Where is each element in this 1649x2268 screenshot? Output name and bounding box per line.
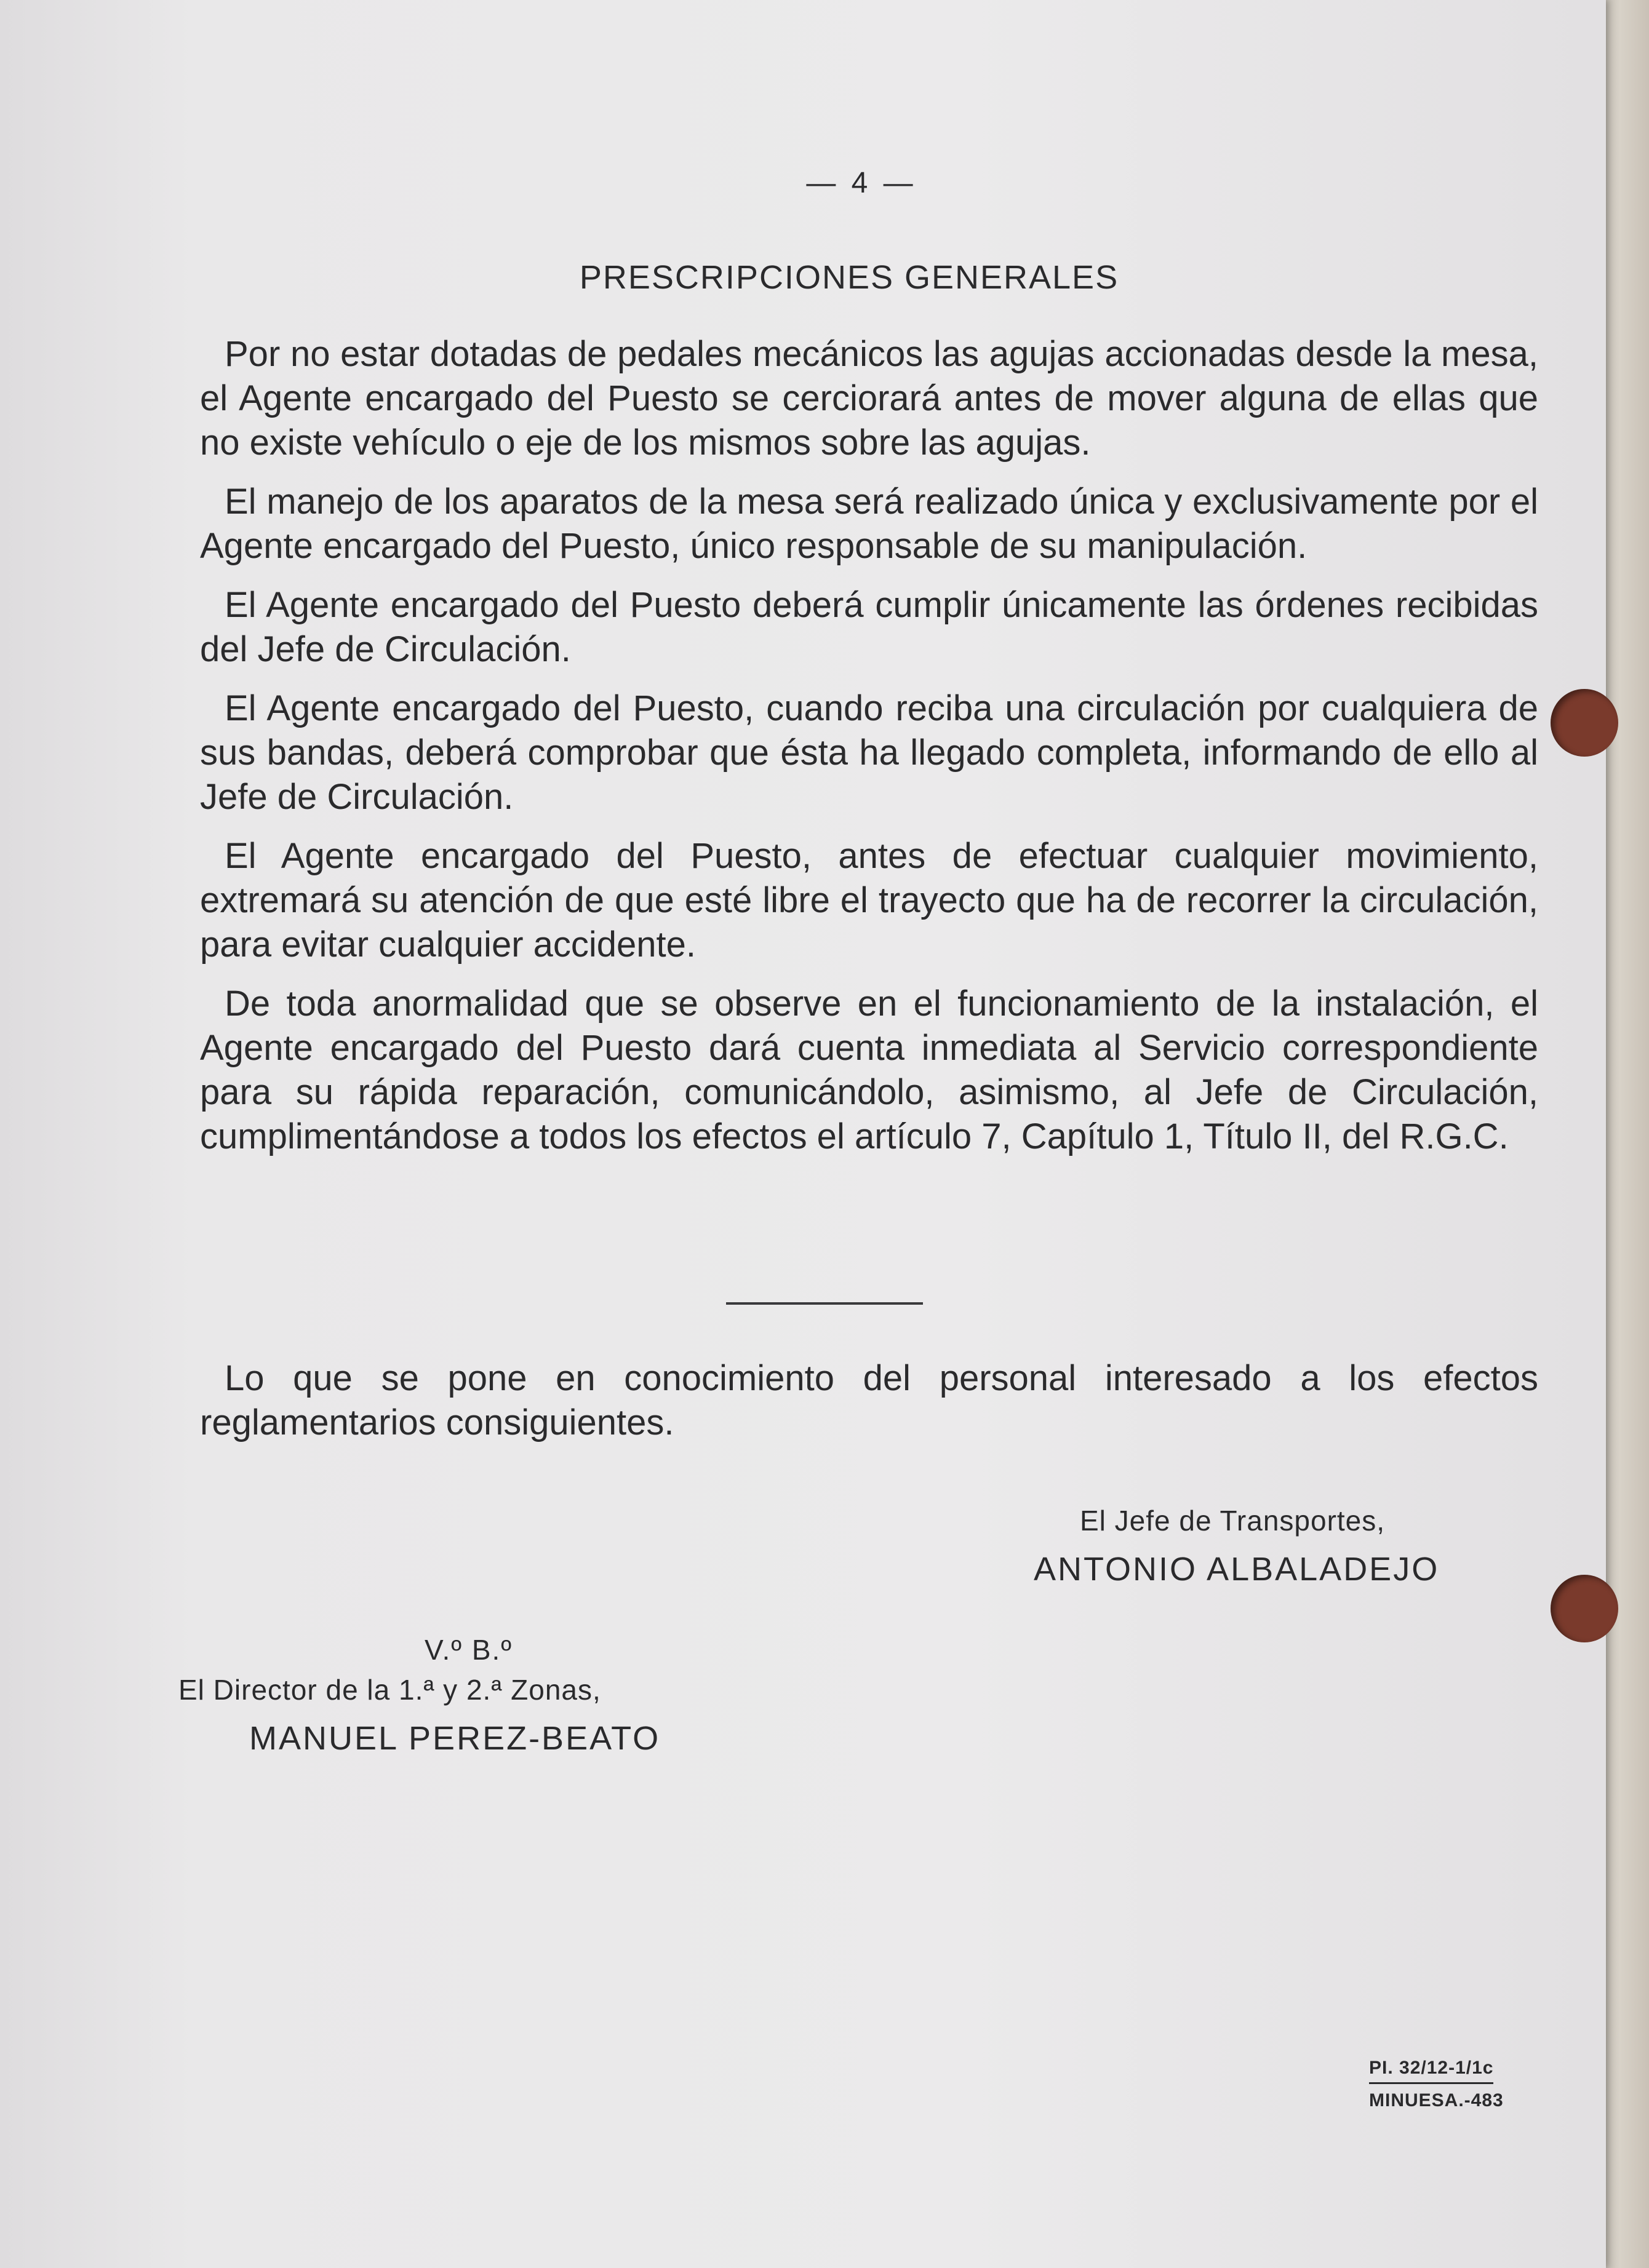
reference-org: MINUESA.-483 — [1369, 2090, 1504, 2111]
director-role: El Director de la 1.ª y 2.ª Zonas, — [178, 1674, 601, 1706]
paragraph: El Agente encargado del Puesto, cuando reciba una circulación por cualquiera de sus bandas, deberá comprobar que ésta ha llegado completa, informando de ello al Jefe de Circulación. — [200, 688, 1538, 817]
paragraph: De toda anormalidad que se observe en el funcionamiento de la instalación, el Agente encargado del Puesto dará cuenta inmediata al Servicio correspondiente para su rápida reparación, comunicándolo, asimismo, al Jefe de Circulación, cumplimentándose a todos los efectos el artículo 7, Capítulo 1, Título II, del R.G.C. — [200, 984, 1538, 1156]
page-number: — 4 — — [806, 167, 917, 199]
closing-statement — [200, 1356, 1538, 1445]
backdrop-edge — [1600, 0, 1649, 2268]
section-divider — [726, 1302, 923, 1305]
paragraph: El Agente encargado del Puesto deberá cumplir únicamente las órdenes recibidas del Jefe de Circulación. — [200, 585, 1538, 669]
punch-hole — [1551, 1575, 1618, 1642]
approval-mark: V.º B.º — [425, 1634, 513, 1666]
director-name: MANUEL PEREZ-BEATO — [249, 1720, 661, 1757]
punch-hole — [1551, 689, 1618, 757]
signer-name: ANTONIO ALBALADEJO — [1034, 1551, 1440, 1588]
body-text — [200, 332, 1538, 1174]
section-heading: PRESCRIPCIONES GENERALES — [579, 259, 1119, 296]
reference-code: PI. 32/12-1/1c — [1369, 2058, 1493, 2084]
paragraph: El Agente encargado del Puesto, antes de efectuar cualquier movimiento, extremará su atención de que esté libre el trayecto que ha de recorrer la circulación, para evitar cualquier accidente. — [200, 836, 1538, 965]
paragraph: El manejo de los aparatos de la mesa será realizado única y exclusivamente por el Agente encargado del Puesto, único responsable de su manipulación. — [200, 482, 1538, 566]
signer-role: El Jefe de Transportes, — [1080, 1505, 1386, 1537]
paragraph: Por no estar dotadas de pedales mecánicos las agujas accionadas desde la mesa, el Agente encargado del Puesto se cerciorará antes de mover alguna de ellas que no existe vehículo o eje de los mismos sobre las agujas. — [200, 334, 1538, 463]
closing-paragraph: Lo que se pone en conocimiento del personal interesado a los efectos reglamentarios consiguientes. — [200, 1358, 1538, 1442]
